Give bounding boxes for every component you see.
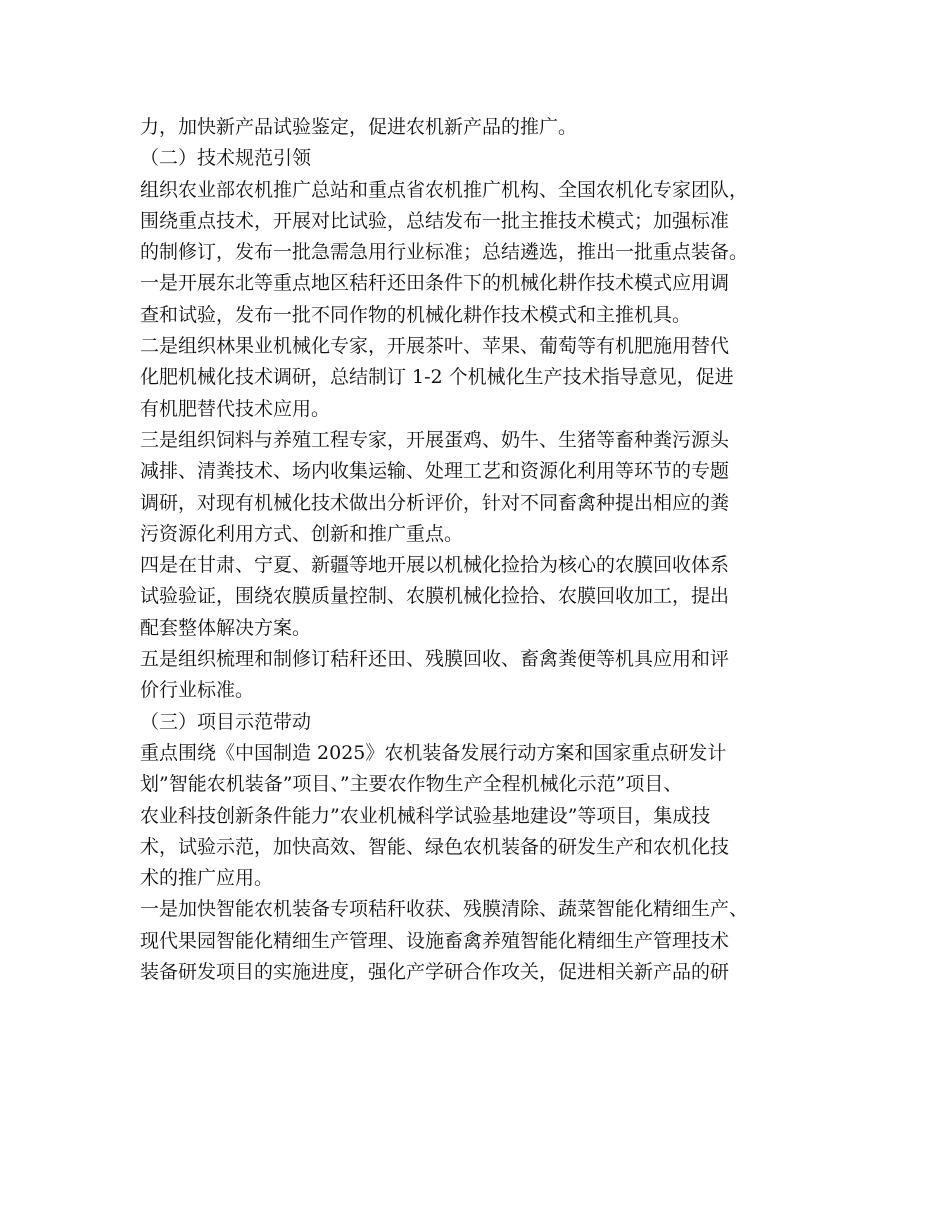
text-line: 调研，对现有机械化技术做出分析评价，针对不同畜禽种提出相应的粪	[140, 491, 730, 514]
text-line: 术，试验示范，加快高效、智能、绿色农机装备的研发生产和农机化技	[140, 835, 730, 858]
text-line: 污资源化利用方式、创新和推广重点。	[140, 522, 464, 545]
text-line: 农业科技创新条件能力”农业机械科学试验基地建设”等项目，集成技	[140, 804, 711, 827]
text-line: 查和试验，发布一批不同作物的机械化耕作技术模式和主推机具。	[140, 303, 692, 326]
text-line: 四是在甘肃、宁夏、新疆等地开展以机械化捡拾为核心的农膜回收体系	[140, 554, 730, 577]
text-line: 配套整体解决方案。	[140, 616, 312, 639]
text-line: 试验验证，围绕农膜质量控制、农膜机械化捡拾、农膜回收加工，提出	[140, 585, 730, 608]
text-line: 重点围绕《中国制造 2025》农机装备发展行动方案和国家重点研发计	[140, 741, 727, 764]
text-line: 五是组织梳理和制修订秸秆还田、残膜回收、畜禽粪便等机具应用和评	[140, 648, 730, 671]
text-line: 减排、清粪技术、场内收集运输、处理工艺和资源化利用等环节的专题	[140, 460, 730, 483]
text-line: 一是加快智能农机装备专项秸秆收获、残膜清除、蔬菜智能化精细生产、	[140, 898, 749, 921]
document-page	[140, 112, 824, 988]
text-line: 装备研发项目的实施进度，强化产学研合作攻关，促进相关新产品的研	[140, 961, 730, 984]
text-line: 三是组织饲料与养殖工程专家，开展蛋鸡、奶牛、生猪等畜种粪污源头	[140, 428, 730, 451]
text-line: 一是开展东北等重点地区秸秆还田条件下的机械化耕作技术模式应用调	[140, 272, 730, 295]
text-line: 力，加快新产品试验鉴定，促进农机新产品的推广。	[140, 116, 578, 138]
text-line: 组织农业部农机推广总站和重点省农机推广机构、全国农机化专家团队，	[140, 178, 749, 201]
text-line: 化肥机械化技术调研，总结制订 1-2 个机械化生产技术指导意见，促进	[140, 366, 734, 389]
section-heading: （二）技术规范引领	[140, 147, 312, 170]
text-line: 价行业标准。	[140, 679, 255, 702]
text-line: 的制修订，发布一批急需急用行业标准；总结遴选，推出一批重点装备。	[140, 241, 749, 264]
text-line: 二是组织林果业机械化专家，开展茶叶、苹果、葡萄等有机肥施用替代	[140, 335, 730, 358]
text-line: 围绕重点技术，开展对比试验，总结发布一批主推技术模式；加强标准	[140, 209, 730, 232]
text-line: 现代果园智能化精细生产管理、设施畜禽养殖智能化精细生产管理技术	[140, 929, 730, 952]
section-heading: （三）项目示范带动	[140, 710, 312, 733]
text-line: 有机肥替代技术应用。	[140, 397, 331, 420]
text-line: 术的推广应用。	[140, 867, 274, 890]
text-line: 划”智能农机装备”项目、”主要农作物生产全程机械化示范”项目、	[140, 773, 683, 796]
